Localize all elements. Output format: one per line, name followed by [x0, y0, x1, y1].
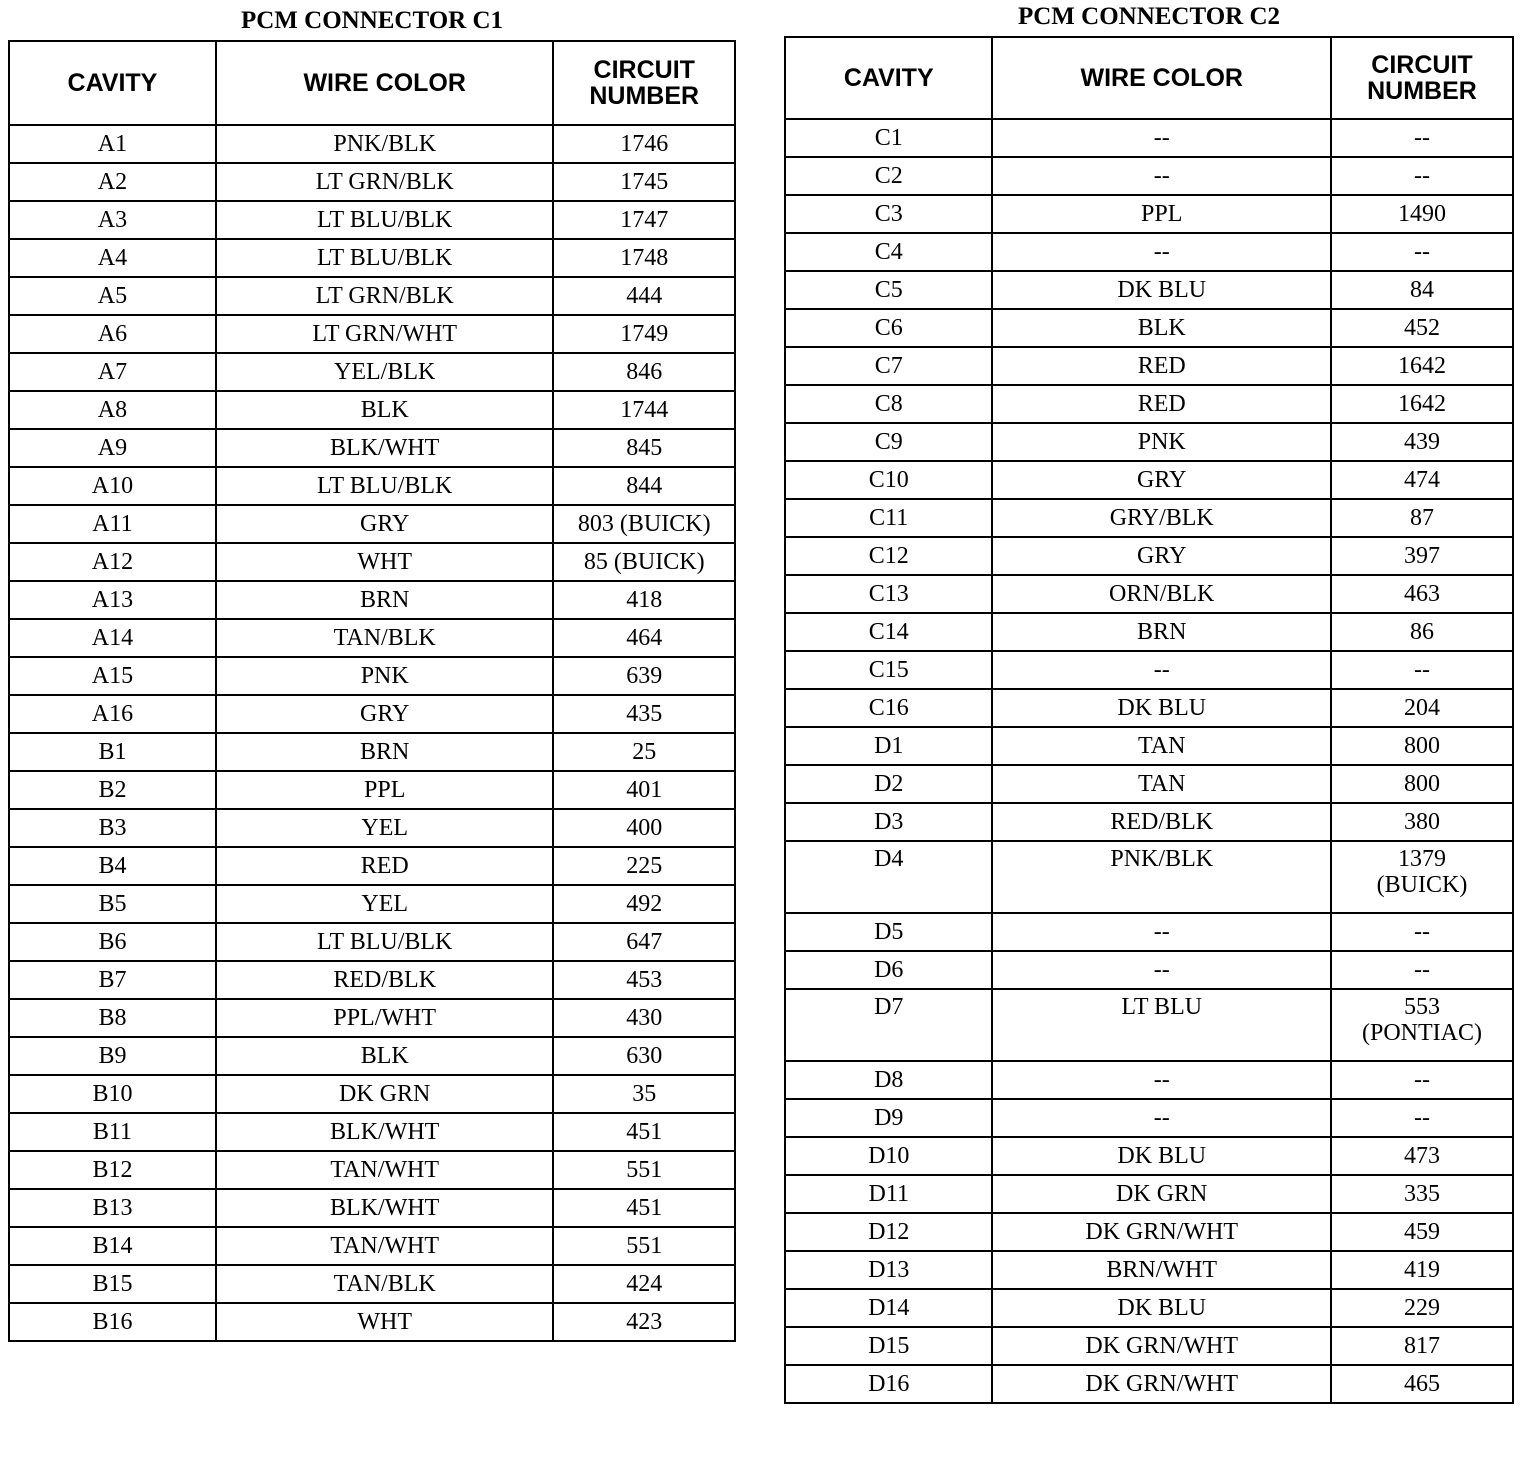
- circuit-number-cell: 400: [553, 809, 735, 847]
- cavity-cell: D1: [785, 727, 992, 765]
- wire-color-cell: DK BLU: [992, 689, 1331, 727]
- wire-color-cell: LT BLU/BLK: [216, 923, 554, 961]
- cavity-cell: C12: [785, 537, 992, 575]
- wire-color-cell: BLK: [992, 309, 1331, 347]
- cavity-cell: B3: [9, 809, 216, 847]
- cavity-cell: A2: [9, 163, 216, 201]
- cavity-cell: B2: [9, 771, 216, 809]
- table-row: [785, 1327, 1513, 1365]
- table-row: [785, 727, 1513, 765]
- circuit-number-cell: 639: [553, 657, 735, 695]
- circuit-number-cell: 397: [1331, 537, 1513, 575]
- table-row: [785, 951, 1513, 989]
- cavity-cell: B6: [9, 923, 216, 961]
- circuit-number-cell: 1748: [553, 239, 735, 277]
- circuit-number-cell: 35: [553, 1075, 735, 1113]
- cavity-cell: B7: [9, 961, 216, 999]
- wire-color-cell: LT BLU: [992, 989, 1331, 1061]
- cavity-cell: A12: [9, 543, 216, 581]
- cavity-cell: D2: [785, 765, 992, 803]
- circuit-number-cell: 1744: [553, 391, 735, 429]
- cavity-cell: D11: [785, 1175, 992, 1213]
- wire-color-cell: BRN: [992, 613, 1331, 651]
- table-row: [785, 537, 1513, 575]
- cavity-cell: B1: [9, 733, 216, 771]
- cavity-header: CAVITY: [785, 37, 992, 119]
- cavity-cell: D13: [785, 1251, 992, 1289]
- table-row: [785, 119, 1513, 157]
- cavity-cell: B4: [9, 847, 216, 885]
- circuit-number-cell: 459: [1331, 1213, 1513, 1251]
- cavity-cell: D6: [785, 951, 992, 989]
- table-row: [9, 809, 735, 847]
- table-row: [785, 803, 1513, 841]
- circuit-number-cell: 844: [553, 467, 735, 505]
- cavity-cell: C2: [785, 157, 992, 195]
- wire-color-cell: PNK: [216, 657, 554, 695]
- wire-color-cell: TAN: [992, 727, 1331, 765]
- table-header-row: [9, 41, 735, 125]
- cavity-cell: B15: [9, 1265, 216, 1303]
- circuit-number-cell: 419: [1331, 1251, 1513, 1289]
- wire-color-cell: LT BLU/BLK: [216, 239, 554, 277]
- cavity-cell: C4: [785, 233, 992, 271]
- table-row: [9, 885, 735, 923]
- wire-color-cell: PNK/BLK: [992, 841, 1331, 913]
- table-row: [9, 467, 735, 505]
- wire-color-cell: BLK: [216, 391, 554, 429]
- wire-color-cell: WHT: [216, 1303, 554, 1341]
- cavity-cell: A8: [9, 391, 216, 429]
- cavity-cell: B10: [9, 1075, 216, 1113]
- table-row: [785, 347, 1513, 385]
- table-row: [785, 1213, 1513, 1251]
- wire-color-cell: TAN/BLK: [216, 619, 554, 657]
- wire-color-cell: DK BLU: [992, 1289, 1331, 1327]
- cavity-cell: C6: [785, 309, 992, 347]
- table-row: [9, 353, 735, 391]
- wire-color-cell: RED: [216, 847, 554, 885]
- connector-c1-rows: [9, 125, 735, 1341]
- wire-color-cell: WHT: [216, 543, 554, 581]
- wire-color-cell: LT GRN/BLK: [216, 277, 554, 315]
- cavity-cell: A13: [9, 581, 216, 619]
- cavity-cell: C3: [785, 195, 992, 233]
- wire-color-cell: RED/BLK: [992, 803, 1331, 841]
- circuit-number-cell: 451: [553, 1113, 735, 1151]
- wire-color-cell: GRY: [992, 537, 1331, 575]
- circuit-number-cell: 430: [553, 999, 735, 1037]
- circuit-number-cell: 817: [1331, 1327, 1513, 1365]
- cavity-cell: C1: [785, 119, 992, 157]
- wire-color-cell: --: [992, 951, 1331, 989]
- table-row: [9, 1113, 735, 1151]
- wire-color-cell: BRN: [216, 581, 554, 619]
- table-row: [9, 619, 735, 657]
- table-row: [785, 989, 1513, 1061]
- wire-color-cell: RED: [992, 385, 1331, 423]
- table-row: [785, 613, 1513, 651]
- wire-color-cell: --: [992, 913, 1331, 951]
- cavity-cell: B9: [9, 1037, 216, 1075]
- wire-color-cell: DK GRN: [216, 1075, 554, 1113]
- wire-color-cell: GRY/BLK: [992, 499, 1331, 537]
- cavity-cell: C13: [785, 575, 992, 613]
- circuit-number-cell: 800: [1331, 727, 1513, 765]
- circuit-number-cell: 630: [553, 1037, 735, 1075]
- cavity-cell: A7: [9, 353, 216, 391]
- table-row: [785, 913, 1513, 951]
- cavity-cell: B14: [9, 1227, 216, 1265]
- table-row: [9, 543, 735, 581]
- table-row: [785, 689, 1513, 727]
- cavity-cell: A6: [9, 315, 216, 353]
- cavity-cell: A9: [9, 429, 216, 467]
- circuit-number-cell: 1747: [553, 201, 735, 239]
- table-row: [9, 163, 735, 201]
- table-row: [9, 923, 735, 961]
- table-row: [9, 1037, 735, 1075]
- circuit-number-cell: 401: [553, 771, 735, 809]
- table-row: [9, 771, 735, 809]
- circuit-number-cell: 335: [1331, 1175, 1513, 1213]
- circuit-number-cell: 452: [1331, 309, 1513, 347]
- circuit-number-cell: 453: [553, 961, 735, 999]
- circuit-number-cell: 551: [553, 1151, 735, 1189]
- cavity-cell: D15: [785, 1327, 992, 1365]
- circuit-number-cell: 800: [1331, 765, 1513, 803]
- cavity-cell: A11: [9, 505, 216, 543]
- circuit-number-cell: 492: [553, 885, 735, 923]
- table-row: [9, 695, 735, 733]
- cavity-cell: C9: [785, 423, 992, 461]
- circuit-number-cell: 451: [553, 1189, 735, 1227]
- circuit-number-cell: --: [1331, 651, 1513, 689]
- circuit-number-cell: 1642: [1331, 385, 1513, 423]
- circuit-number-header: CIRCUIT NUMBER: [1331, 37, 1513, 119]
- table-row: [9, 505, 735, 543]
- cavity-cell: A10: [9, 467, 216, 505]
- cavity-cell: B5: [9, 885, 216, 923]
- wire-color-cell: LT BLU/BLK: [216, 467, 554, 505]
- cavity-cell: D4: [785, 841, 992, 913]
- wire-color-cell: LT GRN/BLK: [216, 163, 554, 201]
- table-row: [9, 239, 735, 277]
- cavity-cell: C15: [785, 651, 992, 689]
- cavity-cell: B13: [9, 1189, 216, 1227]
- circuit-number-cell: --: [1331, 1099, 1513, 1137]
- circuit-number-cell: 380: [1331, 803, 1513, 841]
- table-row: [785, 651, 1513, 689]
- table-row: [785, 841, 1513, 913]
- wire-color-cell: RED/BLK: [216, 961, 554, 999]
- cavity-cell: C14: [785, 613, 992, 651]
- wire-color-cell: BRN: [216, 733, 554, 771]
- table-header-row: [785, 37, 1513, 119]
- wire-color-cell: DK GRN/WHT: [992, 1327, 1331, 1365]
- wire-color-cell: TAN/WHT: [216, 1151, 554, 1189]
- table-row: [9, 1189, 735, 1227]
- circuit-number-header: CIRCUIT NUMBER: [553, 41, 735, 125]
- circuit-number-cell: 1642: [1331, 347, 1513, 385]
- circuit-number-cell: 845: [553, 429, 735, 467]
- circuit-number-cell: 444: [553, 277, 735, 315]
- wire-color-cell: --: [992, 1099, 1331, 1137]
- wire-color-cell: RED: [992, 347, 1331, 385]
- table-row: [9, 961, 735, 999]
- cavity-cell: A4: [9, 239, 216, 277]
- connector-c2-section: [784, 0, 1514, 1404]
- wire-color-cell: YEL: [216, 885, 554, 923]
- circuit-number-cell: 204: [1331, 689, 1513, 727]
- wire-color-cell: GRY: [992, 461, 1331, 499]
- cavity-cell: A5: [9, 277, 216, 315]
- cavity-cell: C7: [785, 347, 992, 385]
- circuit-number-cell: 474: [1331, 461, 1513, 499]
- wire-color-cell: PPL: [216, 771, 554, 809]
- circuit-number-cell: 423: [553, 1303, 735, 1341]
- circuit-number-cell: 225: [553, 847, 735, 885]
- table-row: [9, 1151, 735, 1189]
- circuit-number-cell: --: [1331, 119, 1513, 157]
- cavity-cell: C5: [785, 271, 992, 309]
- wire-color-cell: TAN/WHT: [216, 1227, 554, 1265]
- wire-color-cell: BLK/WHT: [216, 1189, 554, 1227]
- cavity-cell: D3: [785, 803, 992, 841]
- table-row: [9, 1227, 735, 1265]
- circuit-number-cell: 1379 (BUICK): [1331, 841, 1513, 913]
- table-row: [785, 499, 1513, 537]
- table-row: [9, 733, 735, 771]
- table-row: [785, 1137, 1513, 1175]
- table-row: [9, 429, 735, 467]
- wire-color-cell: DK GRN/WHT: [992, 1213, 1331, 1251]
- cavity-cell: D14: [785, 1289, 992, 1327]
- cavity-cell: D5: [785, 913, 992, 951]
- circuit-number-cell: 87: [1331, 499, 1513, 537]
- table-row: [9, 201, 735, 239]
- connector-c1-title: PCM CONNECTOR C1: [240, 7, 504, 34]
- wire-color-cell: BRN/WHT: [992, 1251, 1331, 1289]
- circuit-number-cell: 1746: [553, 125, 735, 163]
- cavity-cell: A3: [9, 201, 216, 239]
- table-row: [9, 581, 735, 619]
- circuit-number-cell: 435: [553, 695, 735, 733]
- circuit-number-cell: 464: [553, 619, 735, 657]
- cavity-cell: C11: [785, 499, 992, 537]
- wire-color-header: WIRE COLOR: [216, 41, 554, 125]
- table-row: [9, 391, 735, 429]
- cavity-cell: D8: [785, 1061, 992, 1099]
- wire-color-cell: DK GRN: [992, 1175, 1331, 1213]
- wire-color-cell: PPL: [992, 195, 1331, 233]
- table-row: [9, 277, 735, 315]
- table-row: [9, 1075, 735, 1113]
- circuit-number-cell: 647: [553, 923, 735, 961]
- table-row: [785, 1289, 1513, 1327]
- cavity-cell: B8: [9, 999, 216, 1037]
- connector-c2-rows: [785, 119, 1513, 1403]
- circuit-number-cell: --: [1331, 157, 1513, 195]
- circuit-number-cell: 551: [553, 1227, 735, 1265]
- wire-color-cell: YEL: [216, 809, 554, 847]
- table-row: [785, 385, 1513, 423]
- table-row: [9, 657, 735, 695]
- cavity-cell: A1: [9, 125, 216, 163]
- circuit-number-cell: 86: [1331, 613, 1513, 651]
- cavity-cell: B11: [9, 1113, 216, 1151]
- table-row: [785, 423, 1513, 461]
- connector-c1-table: [8, 40, 736, 1342]
- cavity-cell: D9: [785, 1099, 992, 1137]
- circuit-number-cell: 473: [1331, 1137, 1513, 1175]
- connector-c2-table: [784, 36, 1514, 1404]
- circuit-number-cell: 463: [1331, 575, 1513, 613]
- cavity-cell: C10: [785, 461, 992, 499]
- wire-color-cell: --: [992, 651, 1331, 689]
- connector-c1-section: [8, 4, 736, 1342]
- wire-color-cell: YEL/BLK: [216, 353, 554, 391]
- wire-color-cell: --: [992, 1061, 1331, 1099]
- wire-color-cell: LT GRN/WHT: [216, 315, 554, 353]
- cavity-cell: D16: [785, 1365, 992, 1403]
- cavity-cell: D10: [785, 1137, 992, 1175]
- table-row: [9, 1303, 735, 1341]
- table-row: [785, 1251, 1513, 1289]
- wire-color-cell: DK GRN/WHT: [992, 1365, 1331, 1403]
- wire-color-cell: PPL/WHT: [216, 999, 554, 1037]
- table-row: [785, 1099, 1513, 1137]
- wire-color-cell: DK BLU: [992, 1137, 1331, 1175]
- circuit-number-cell: --: [1331, 233, 1513, 271]
- circuit-number-cell: 1749: [553, 315, 735, 353]
- circuit-number-cell: 1745: [553, 163, 735, 201]
- circuit-number-cell: --: [1331, 951, 1513, 989]
- wire-color-cell: PNK: [992, 423, 1331, 461]
- cavity-cell: B16: [9, 1303, 216, 1341]
- circuit-number-cell: 1490: [1331, 195, 1513, 233]
- table-row: [785, 309, 1513, 347]
- wire-color-cell: BLK: [216, 1037, 554, 1075]
- connector-c2-title: PCM CONNECTOR C2: [1017, 3, 1281, 30]
- circuit-number-cell: --: [1331, 913, 1513, 951]
- wire-color-cell: TAN/BLK: [216, 1265, 554, 1303]
- cavity-cell: D7: [785, 989, 992, 1061]
- circuit-number-cell: 418: [553, 581, 735, 619]
- cavity-cell: C8: [785, 385, 992, 423]
- table-row: [785, 195, 1513, 233]
- table-row: [785, 1365, 1513, 1403]
- wire-color-cell: GRY: [216, 505, 554, 543]
- table-row: [785, 1175, 1513, 1213]
- wire-color-cell: GRY: [216, 695, 554, 733]
- cavity-cell: B12: [9, 1151, 216, 1189]
- wire-color-cell: ORN/BLK: [992, 575, 1331, 613]
- table-row: [785, 157, 1513, 195]
- circuit-number-cell: 803 (BUICK): [553, 505, 735, 543]
- wire-color-cell: DK BLU: [992, 271, 1331, 309]
- circuit-number-cell: 465: [1331, 1365, 1513, 1403]
- circuit-number-cell: --: [1331, 1061, 1513, 1099]
- circuit-number-cell: 553 (PONTIAC): [1331, 989, 1513, 1061]
- wire-color-cell: --: [992, 157, 1331, 195]
- cavity-cell: D12: [785, 1213, 992, 1251]
- circuit-number-cell: 424: [553, 1265, 735, 1303]
- wire-color-header: WIRE COLOR: [992, 37, 1331, 119]
- circuit-number-cell: 25: [553, 733, 735, 771]
- cavity-cell: C16: [785, 689, 992, 727]
- circuit-number-cell: 229: [1331, 1289, 1513, 1327]
- wire-color-cell: BLK/WHT: [216, 1113, 554, 1151]
- cavity-cell: A16: [9, 695, 216, 733]
- table-row: [9, 125, 735, 163]
- wire-color-cell: BLK/WHT: [216, 429, 554, 467]
- circuit-number-cell: 439: [1331, 423, 1513, 461]
- wire-color-cell: --: [992, 233, 1331, 271]
- table-row: [785, 461, 1513, 499]
- wire-color-cell: TAN: [992, 765, 1331, 803]
- circuit-number-cell: 846: [553, 353, 735, 391]
- table-row: [785, 271, 1513, 309]
- table-row: [9, 1265, 735, 1303]
- table-row: [785, 1061, 1513, 1099]
- cavity-cell: A14: [9, 619, 216, 657]
- wire-color-cell: PNK/BLK: [216, 125, 554, 163]
- table-row: [785, 575, 1513, 613]
- table-row: [785, 765, 1513, 803]
- table-row: [785, 233, 1513, 271]
- cavity-cell: A15: [9, 657, 216, 695]
- wire-color-cell: LT BLU/BLK: [216, 201, 554, 239]
- circuit-number-cell: 84: [1331, 271, 1513, 309]
- table-row: [9, 847, 735, 885]
- table-row: [9, 315, 735, 353]
- circuit-number-cell: 85 (BUICK): [553, 543, 735, 581]
- cavity-header: CAVITY: [9, 41, 216, 125]
- wire-color-cell: --: [992, 119, 1331, 157]
- table-row: [9, 999, 735, 1037]
